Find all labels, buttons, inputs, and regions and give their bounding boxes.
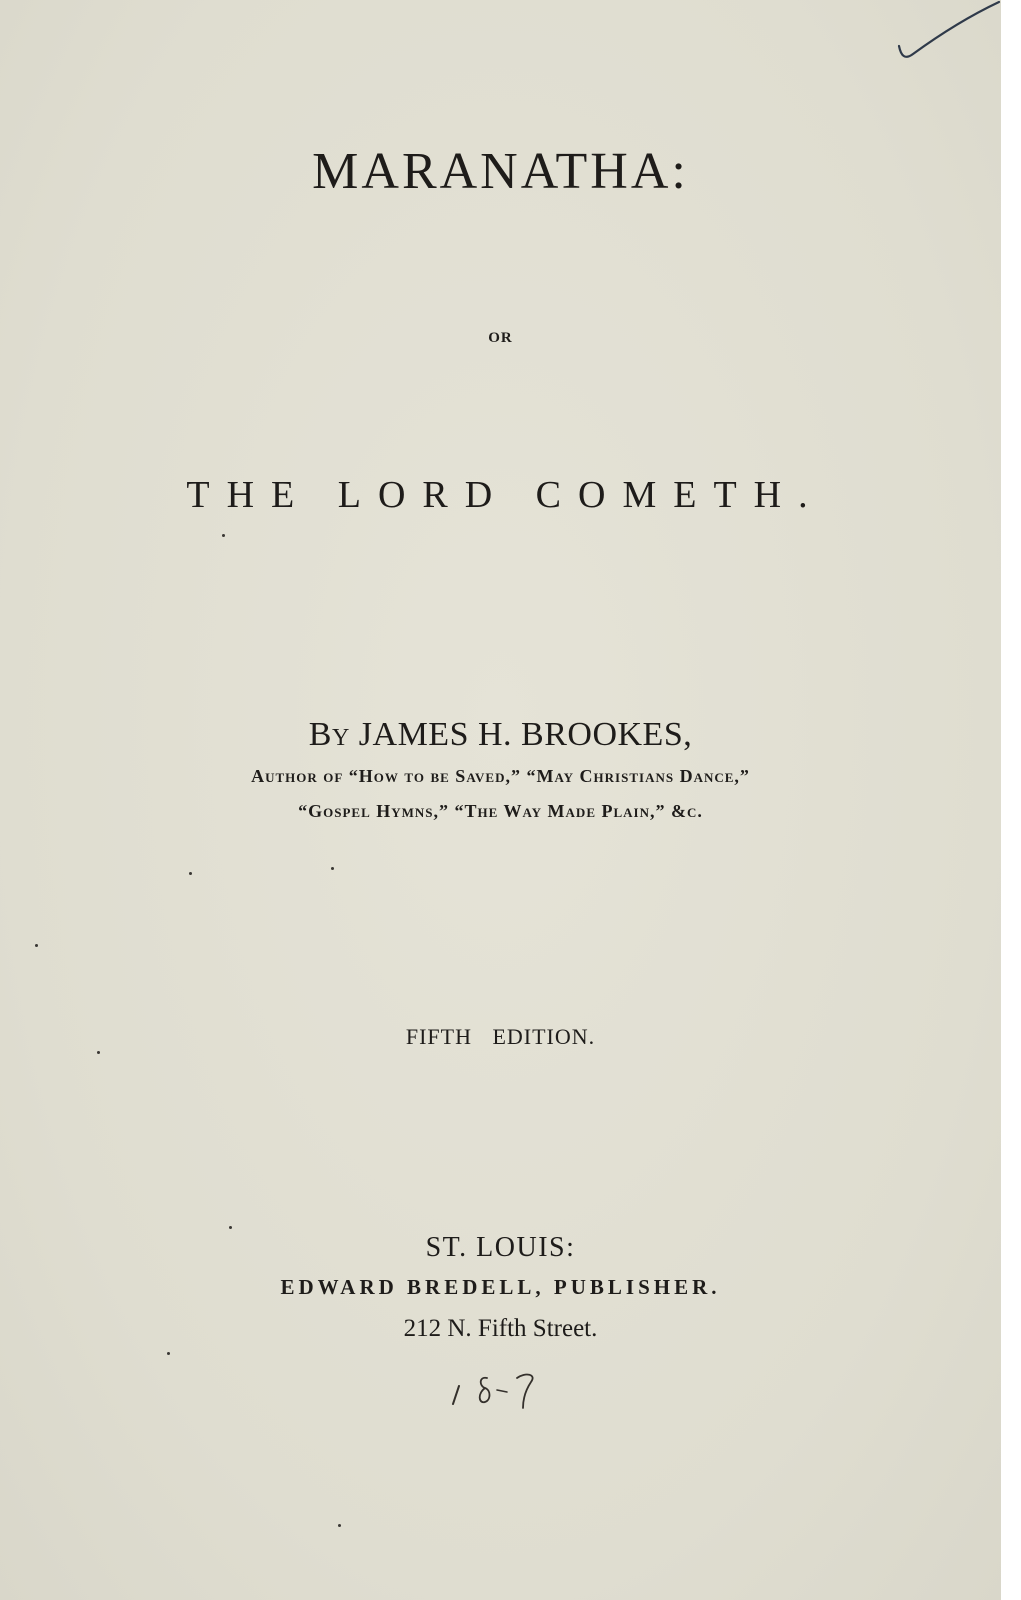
- ink-speck: [167, 1352, 170, 1355]
- author-credits-line-1: Author of “How to be Saved,” “May Christians Dance,”: [251, 766, 750, 786]
- author-credits-line-2: “Gospel Hymns,” “The Way Made Plain,” &c.: [298, 801, 703, 821]
- ink-speck: [189, 872, 192, 875]
- title-connector: OR: [488, 330, 513, 346]
- byline-prefix: By: [308, 716, 350, 753]
- author-name: JAMES H. BROOKES,: [358, 716, 693, 753]
- handwritten-date-annotation: [445, 1368, 555, 1418]
- ink-speck: [222, 534, 225, 537]
- author-byline: [0, 716, 1001, 754]
- ink-speck: [97, 1051, 100, 1054]
- imprint-publisher: EDWARD BREDELL, PUBLISHER.: [280, 1275, 721, 1299]
- book-title: MARANATHA:: [312, 143, 689, 200]
- imprint-city: ST. LOUIS:: [425, 1232, 576, 1263]
- handwritten-checkmark-icon: [885, 0, 1001, 72]
- imprint-address: 212 N. Fifth Street.: [403, 1315, 598, 1342]
- edition-statement: FIFTH EDITION.: [405, 1024, 596, 1049]
- ink-speck: [331, 867, 334, 870]
- book-subtitle: THE LORD COMETH.: [186, 474, 825, 516]
- ink-speck: [35, 944, 38, 947]
- ink-speck: [338, 1524, 341, 1527]
- ink-speck: [229, 1226, 232, 1229]
